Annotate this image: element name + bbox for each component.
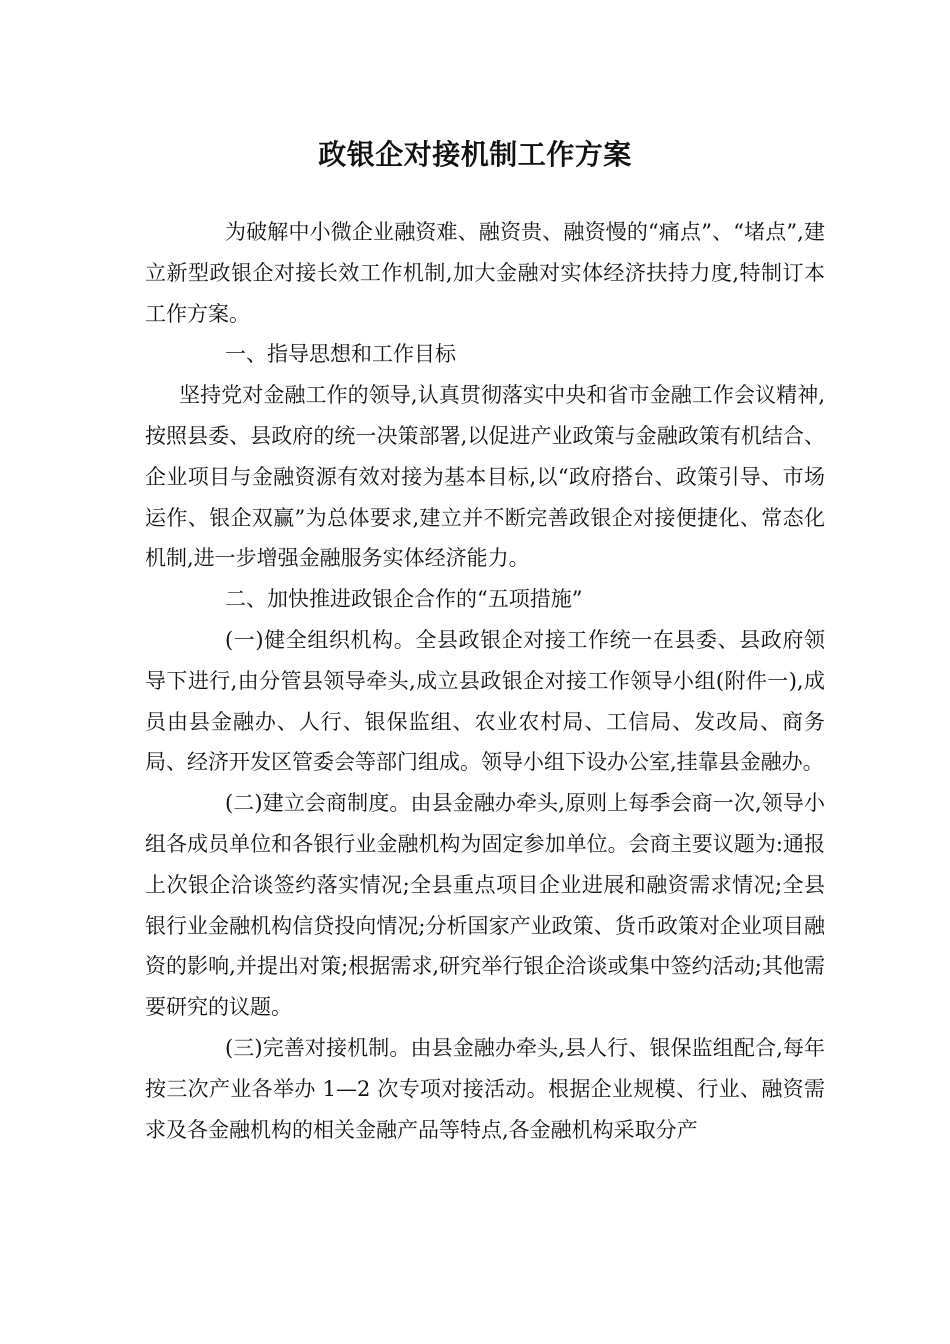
- guiding-principles-paragraph: 坚持党对金融工作的领导,认真贯彻落实中央和省市金融工作会议精神,按照县委、县政府的统一决策部署,以促进产业政策与金融政策有机结合、企业项目与金融资源有效对接为基本目标,以“政府搭台、政策引导、市场运作、银企双赢”为总体要求,建立并不断完善政银企对接便捷化、常态化机制,进一步增强金融服务实体经济能力。: [145, 383, 825, 571]
- section-heading-guiding-principles: 一、指导思想和工作目标: [225, 342, 456, 367]
- measure-2-paragraph: (二)建立会商制度。由县金融办牵头,原则上每季会商一次,领导小组各成员单位和各银行业金融机构为固定参加单位。会商主要议题为:通报上次银企洽谈签约落实情况;全县重点项目企业进展和融资需求情况;全县银行业金融机构信贷投向情况;分析国家产业政策、货币政策对企业项目融资的影响,并提出对策;根据需求,研究举行银企洽谈或集中签约活动;其他需要研究的议题。: [145, 791, 825, 1020]
- intro-paragraph: 为破解中小微企业融资难、融资贵、融资慢的“痛点”、“堵点”,建立新型政银企对接长效工作机制,加大金融对实体经济扶持力度,特制订本工作方案。: [145, 220, 825, 326]
- measure-3-paragraph: (三)完善对接机制。由县金融办牵头,县人行、银保监组配合,每年按三次产业各举办 1—2 次专项对接活动。根据企业规模、行业、融资需求及各金融机构的相关金融产品等特点,各金融机构采取分产: [145, 1035, 825, 1142]
- document-title: 政银企对接机制工作方案: [318, 138, 632, 171]
- document-body: [145, 212, 825, 1150]
- section-heading-five-measures: 二、加快推进政银企合作的“五项措施”: [225, 587, 583, 612]
- measure-1-paragraph: (一)健全组织机构。全县政银企对接工作统一在县委、县政府领导下进行,由分管县领导牵头,成立县政银企对接工作领导小组(附件一),成员由县金融办、人行、银保监组、农业农村局、工信局、发改局、商务局、经济开发区管委会等部门组成。领导小组下设办公室,挂靠县金融办。: [145, 627, 825, 775]
